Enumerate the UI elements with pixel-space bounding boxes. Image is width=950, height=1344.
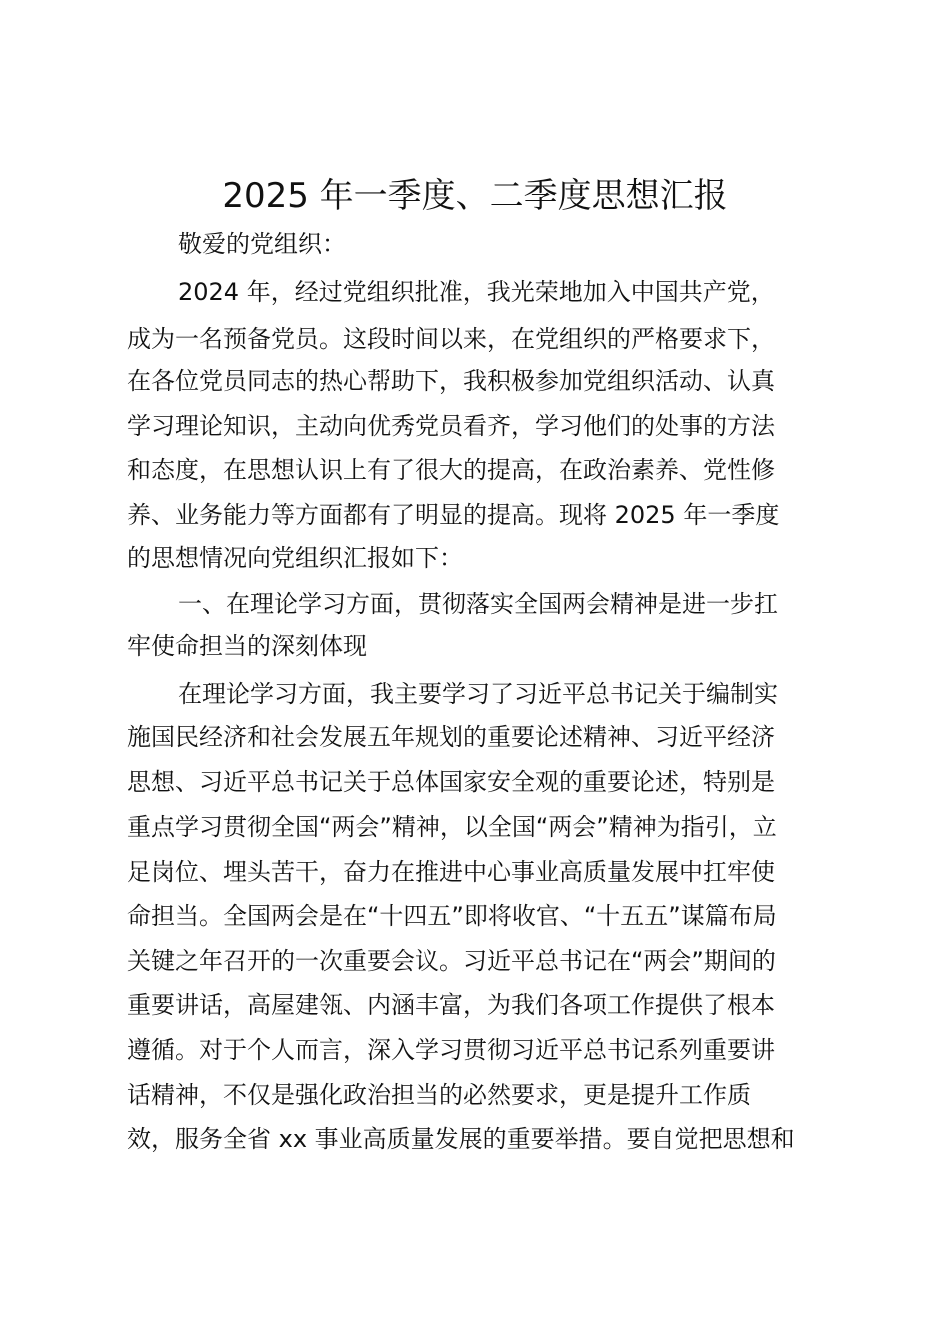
paragraph-2-line: 遵循。对于个人而言，深入学习贯彻习近平总书记系列重要讲 [127, 1036, 775, 1064]
paragraph-2-line: 施国民经济和社会发展五年规划的重要论述精神、习近平经济 [127, 723, 775, 751]
paragraph-2-line: 关键之年召开的一次重要会议。习近平总书记在“两会”期间的 [127, 947, 776, 975]
paragraph-2-line: 话精神，不仅是强化政治担当的必然要求，更是提升工作质 [127, 1081, 751, 1109]
paragraph-1-line: 2024 年，经过党组织批准，我光荣地加入中国共产党， [178, 278, 775, 306]
section-heading-line: 牢使命担当的深刻体现 [127, 632, 367, 660]
paragraph-2-line: 重要讲话，高屋建瓴、内涵丰富，为我们各项工作提供了根本 [127, 991, 775, 1019]
paragraph-2-line: 命担当。全国两会是在“十四五”即将收官、“十五五”谋篇布局 [127, 902, 777, 930]
paragraph-1-line: 学习理论知识，主动向优秀党员看齐，学习他们的处事的方法 [127, 412, 775, 440]
paragraph-2-line: 足岗位、埋头苦干，奋力在推进中心事业高质量发展中扛牢使 [127, 858, 775, 886]
paragraph-2-line: 在理论学习方面，我主要学习了习近平总书记关于编制实 [178, 680, 778, 708]
paragraph-1-line: 养、业务能力等方面都有了明显的提高。现将 2025 年一季度 [127, 501, 780, 529]
section-heading-line: 一、在理论学习方面，贯彻落实全国两会精神是进一步扛 [178, 590, 778, 618]
paragraph-1-line: 在各位党员同志的热心帮助下，我积极参加党组织活动、认真 [127, 367, 775, 395]
paragraph-1-line: 和态度，在思想认识上有了很大的提高，在政治素养、党性修 [127, 456, 775, 484]
salutation: 敬爱的党组织： [178, 230, 346, 258]
paragraph-2-line: 思想、习近平总书记关于总体国家安全观的重要论述，特别是 [127, 768, 775, 796]
paragraph-2-line: 重点学习贯彻全国“两会”精神，以全国“两会”精神为指引，立 [127, 813, 777, 841]
paragraph-1-line: 的思想情况向党组织汇报如下： [127, 544, 463, 572]
paragraph-1-line: 成为一名预备党员。这段时间以来，在党组织的严格要求下， [127, 325, 775, 353]
document-title: 2025 年一季度、二季度思想汇报 [222, 176, 728, 216]
paragraph-2-line: 效，服务全省 xx 事业高质量发展的重要举措。要自觉把思想和 [127, 1125, 795, 1153]
